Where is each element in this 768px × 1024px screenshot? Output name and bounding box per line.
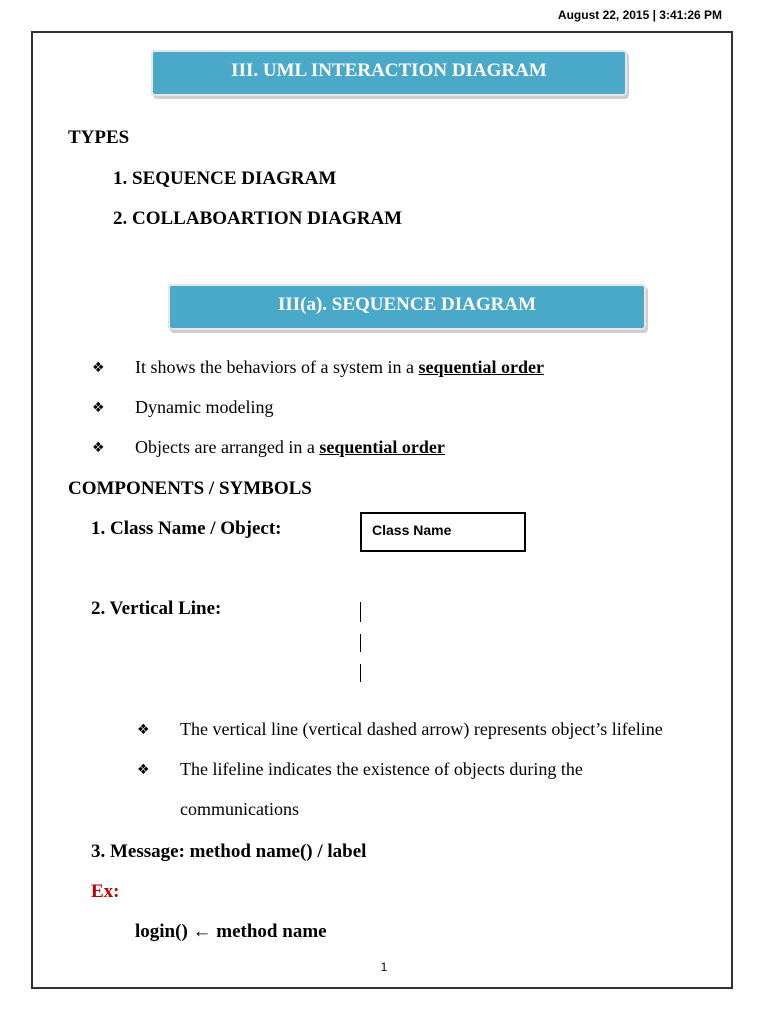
example-label: Ex: xyxy=(91,881,120,902)
diamond-bullet-icon: ❖ xyxy=(137,722,150,738)
diamond-bullet-icon: ❖ xyxy=(92,440,105,456)
lifeline-note: The lifeline indicates the existence of objects during the xyxy=(180,759,583,779)
diamond-bullet-icon: ❖ xyxy=(92,400,105,416)
lifeline-segment xyxy=(360,664,361,682)
diamond-bullet-icon: ❖ xyxy=(137,762,150,778)
lifeline-note-continued: communications xyxy=(180,799,299,819)
bullet-item xyxy=(135,437,445,458)
bullet-emphasis: sequential order xyxy=(319,437,445,457)
bullet-emphasis: sequential order xyxy=(418,357,544,377)
lifeline-segment xyxy=(360,602,361,622)
vertical-line-label: 2. Vertical Line: xyxy=(91,598,222,619)
lifeline-note: The vertical line (vertical dashed arrow) represents object’s lifeline xyxy=(180,719,663,739)
main-title-banner: III. UML INTERACTION DIAGRAM xyxy=(151,50,627,96)
example-code: login() ← method name xyxy=(135,921,327,942)
components-heading: COMPONENTS / SYMBOLS xyxy=(68,478,312,499)
bullet-text: Dynamic modeling xyxy=(135,397,274,417)
class-name-box: Class Name xyxy=(360,512,526,552)
class-object-label: 1. Class Name / Object: xyxy=(91,518,282,539)
page-number: 1 xyxy=(380,960,388,974)
sub-title-banner: III(a). SEQUENCE DIAGRAM xyxy=(168,284,646,330)
bullet-text: Objects are arranged in a xyxy=(135,437,320,457)
type-item-collaboration: 2. COLLABOARTION DIAGRAM xyxy=(113,208,403,229)
diamond-bullet-icon: ❖ xyxy=(92,360,105,376)
lifeline-segment xyxy=(360,634,361,652)
bullet-item xyxy=(135,357,544,378)
bullet-item xyxy=(135,397,273,418)
bullet-text: It shows the behaviors of a system in a xyxy=(135,357,419,377)
types-heading: TYPES xyxy=(68,127,130,148)
header-timestamp: August 22, 2015 | 3:41:26 PM xyxy=(557,8,722,22)
message-label: 3. Message: method name() / label xyxy=(91,841,367,862)
type-item-sequence: 1. SEQUENCE DIAGRAM xyxy=(113,168,337,189)
